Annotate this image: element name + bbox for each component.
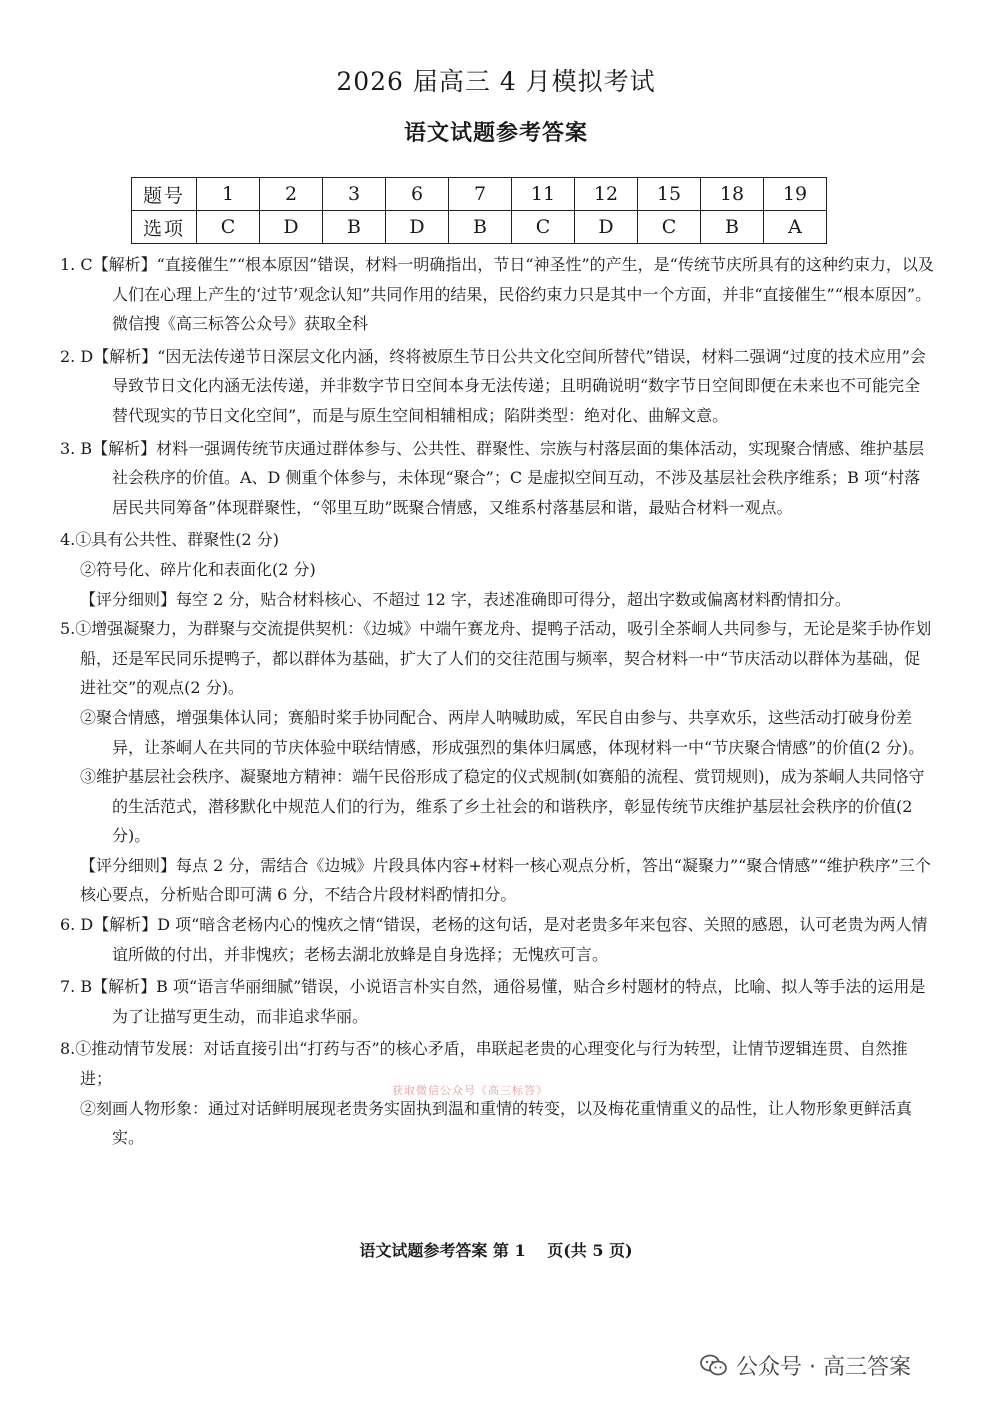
question-number-cell: 3 [323,178,386,211]
answer-option-cell: D [386,211,449,244]
q4-line: ②符号化、碎片化和表面化(2 分) [80,559,316,579]
item-number: 7. [60,977,76,997]
question-number-cell: 11 [512,178,575,211]
item-text: B【解析】材料一强调传统节庆通过群体参与、公共性、群聚性、宗族与村落层面的集体活动，实现聚合情感、维护基层社会秩序的价值。A、D 侧重个体参与，未体现“聚合”；C 是虚拟空间互动，不涉及基层社会秩序维系；B 项“村落居民共同筹备”体现群聚性，“邻里互助”既聚合情感，又维系村落基层和谐，最贴合材料一观点。 [80,438,925,517]
q5-point: ③维护基层社会秩序、凝聚地方精神：端午民俗形成了稳定的仪式规制(如赛船的流程、赏罚规则)，成为茶峒人共同恪守的生活范式，潜移默化中规范人们的行为，维系了乡土社会的和谐秩序，彰显传统节庆维护基层社会秩序的价值(2 分)。 [80,767,925,846]
question-number-cell: 1 [197,178,260,211]
watermark-text: 获取微信公众号《高三标答》 [392,1084,548,1097]
question-number-cell: 2 [260,178,323,211]
question-row [132,178,827,211]
question-number-cell: 15 [638,178,701,211]
page-title: 2026 届高三 4 月模拟考试 [336,67,656,96]
question-number-cell: 19 [764,178,827,211]
q4-rubric: 【评分细则】每空 2 分，贴合材料核心、不超过 12 字，表述准确即可得分，超出字数或偏离材料酌情扣分。 [80,589,851,609]
answer-item [60,972,936,1031]
page-footer: 语文试题参考答案 第 1 页(共 5 页) [359,1241,633,1260]
question-number-cell: 18 [701,178,764,211]
q8-point: 8.①推动情节发展：对话直接引出“打药与否”的核心矛盾，串联起老贵的心理变化与行为转型，让情节逻辑连贯、自然推进； [60,1039,908,1089]
option-row-label: 选项 [132,211,197,244]
item-number: 2. [60,346,76,366]
answer-body [60,250,936,1153]
q5-rubric: 【评分细则】每点 2 分，需结合《边城》片段具体内容+材料一核心观点分析，答出“凝聚力”“聚合情感”“维护秩序”三个核心要点，分析贴合即可满 6 分，不结合片段材料酌情扣分。 [80,855,931,905]
question-number-cell: 7 [449,178,512,211]
answer-option-cell: B [449,211,512,244]
answer-option-cell: C [638,211,701,244]
q4-line: 4.①具有公共性、群聚性(2 分) [60,530,280,550]
answer-option-cell: D [575,211,638,244]
page-subtitle: 语文试题参考答案 [403,120,588,146]
item-text: D【解析】D 项“暗含老杨内心的愧疚之情“错误，老杨的这句话，是对老贵多年来包容、关照的感恩，认可老贵为两人情谊所做的付出，并非愧疚；老杨去湖北放蜂是自身选择；无愧疚可言。 [80,915,928,964]
item-text: D【解析】“因无法传递节日深层文化内涵，终将被原生节日公共文化空间所替代”错误，材料二强调“过度的技术应用”会导致节日文化内涵无法传递，并非数字节日空间本身无法传递；且明确说明“数字节日空间即便在未来也不可能完全替代现实的节日文化空间”，而是与原生空间相辅相成；陷阱类型：绝对化、曲解文意。 [80,346,926,425]
answer-item [60,342,936,431]
q5-point: ②聚合情感，增强集体认同；赛船时桨手协同配合、两岸人呐喊助威，军民自由参与、共享欢乐，这些活动打破身份差异，让茶峒人在共同的节庆体验中联结情感，形成强烈的集体归属感，体现材料一中“节庆聚合情感”的价值(2 分)。 [80,707,925,757]
q5-point: 5.①增强凝聚力，为群聚与交流提供契机：《边城》中端午赛龙舟、提鸭子活动，吸引全茶峒人共同参与，无论是桨手协作划船，还是军民同乐提鸭子，都以群体为基础，扩大了人们的交往范围与频率，契合材料一中“节庆活动以群体为基础，促进社交”的观点(2 分)。 [60,619,932,698]
answer-option-cell: A [764,211,827,244]
answer-option-cell: B [323,211,386,244]
answer-option-cell: C [512,211,575,244]
brand-text: 公众号 · 高三答案 [736,1354,911,1380]
question-number-cell: 6 [386,178,449,211]
q8-point: ②刻画人物形象：通过对话鲜明展现老贵务实固执到温和重情的转变，以及梅花重情重义的品性，让人物形象更鲜活真实。 [80,1098,913,1148]
wechat-icon [700,1353,728,1377]
item-number: 1. [60,255,76,274]
question-number-cell: 12 [575,178,638,211]
item-text: B【解析】B 项“语言华丽细腻”错误，小说语言朴实自然，通俗易懂，贴合乡村题材的特点，比喻、拟人等手法的运用是为了让描写更生动，而非追求华丽。 [80,977,926,1026]
option-row [132,211,827,244]
item-number: 6. [60,915,76,935]
answer-item [60,434,936,523]
answer-item [60,250,936,339]
answer-option-cell: C [197,211,260,244]
answer-item [60,910,936,969]
answer-option-cell: B [701,211,764,244]
item-number: 3. [60,438,76,458]
brand-badge[interactable] [700,1350,911,1380]
question-row-label: 题号 [132,178,197,211]
answer-option-cell: D [260,211,323,244]
item-text: C【解析】“直接催生”“根本原因”错误，材料一明确指出，节日“神圣性”的产生，是“传统节庆所具有的这种约束力，以及人们在心理上产生的‘过节’观念认知”共同作用的结果，民俗约束力只是其中一个方面，并非“直接催生”“根本原因”。微信搜《高三标答公众号》获取全科 [80,255,934,334]
answer-table [131,177,827,244]
